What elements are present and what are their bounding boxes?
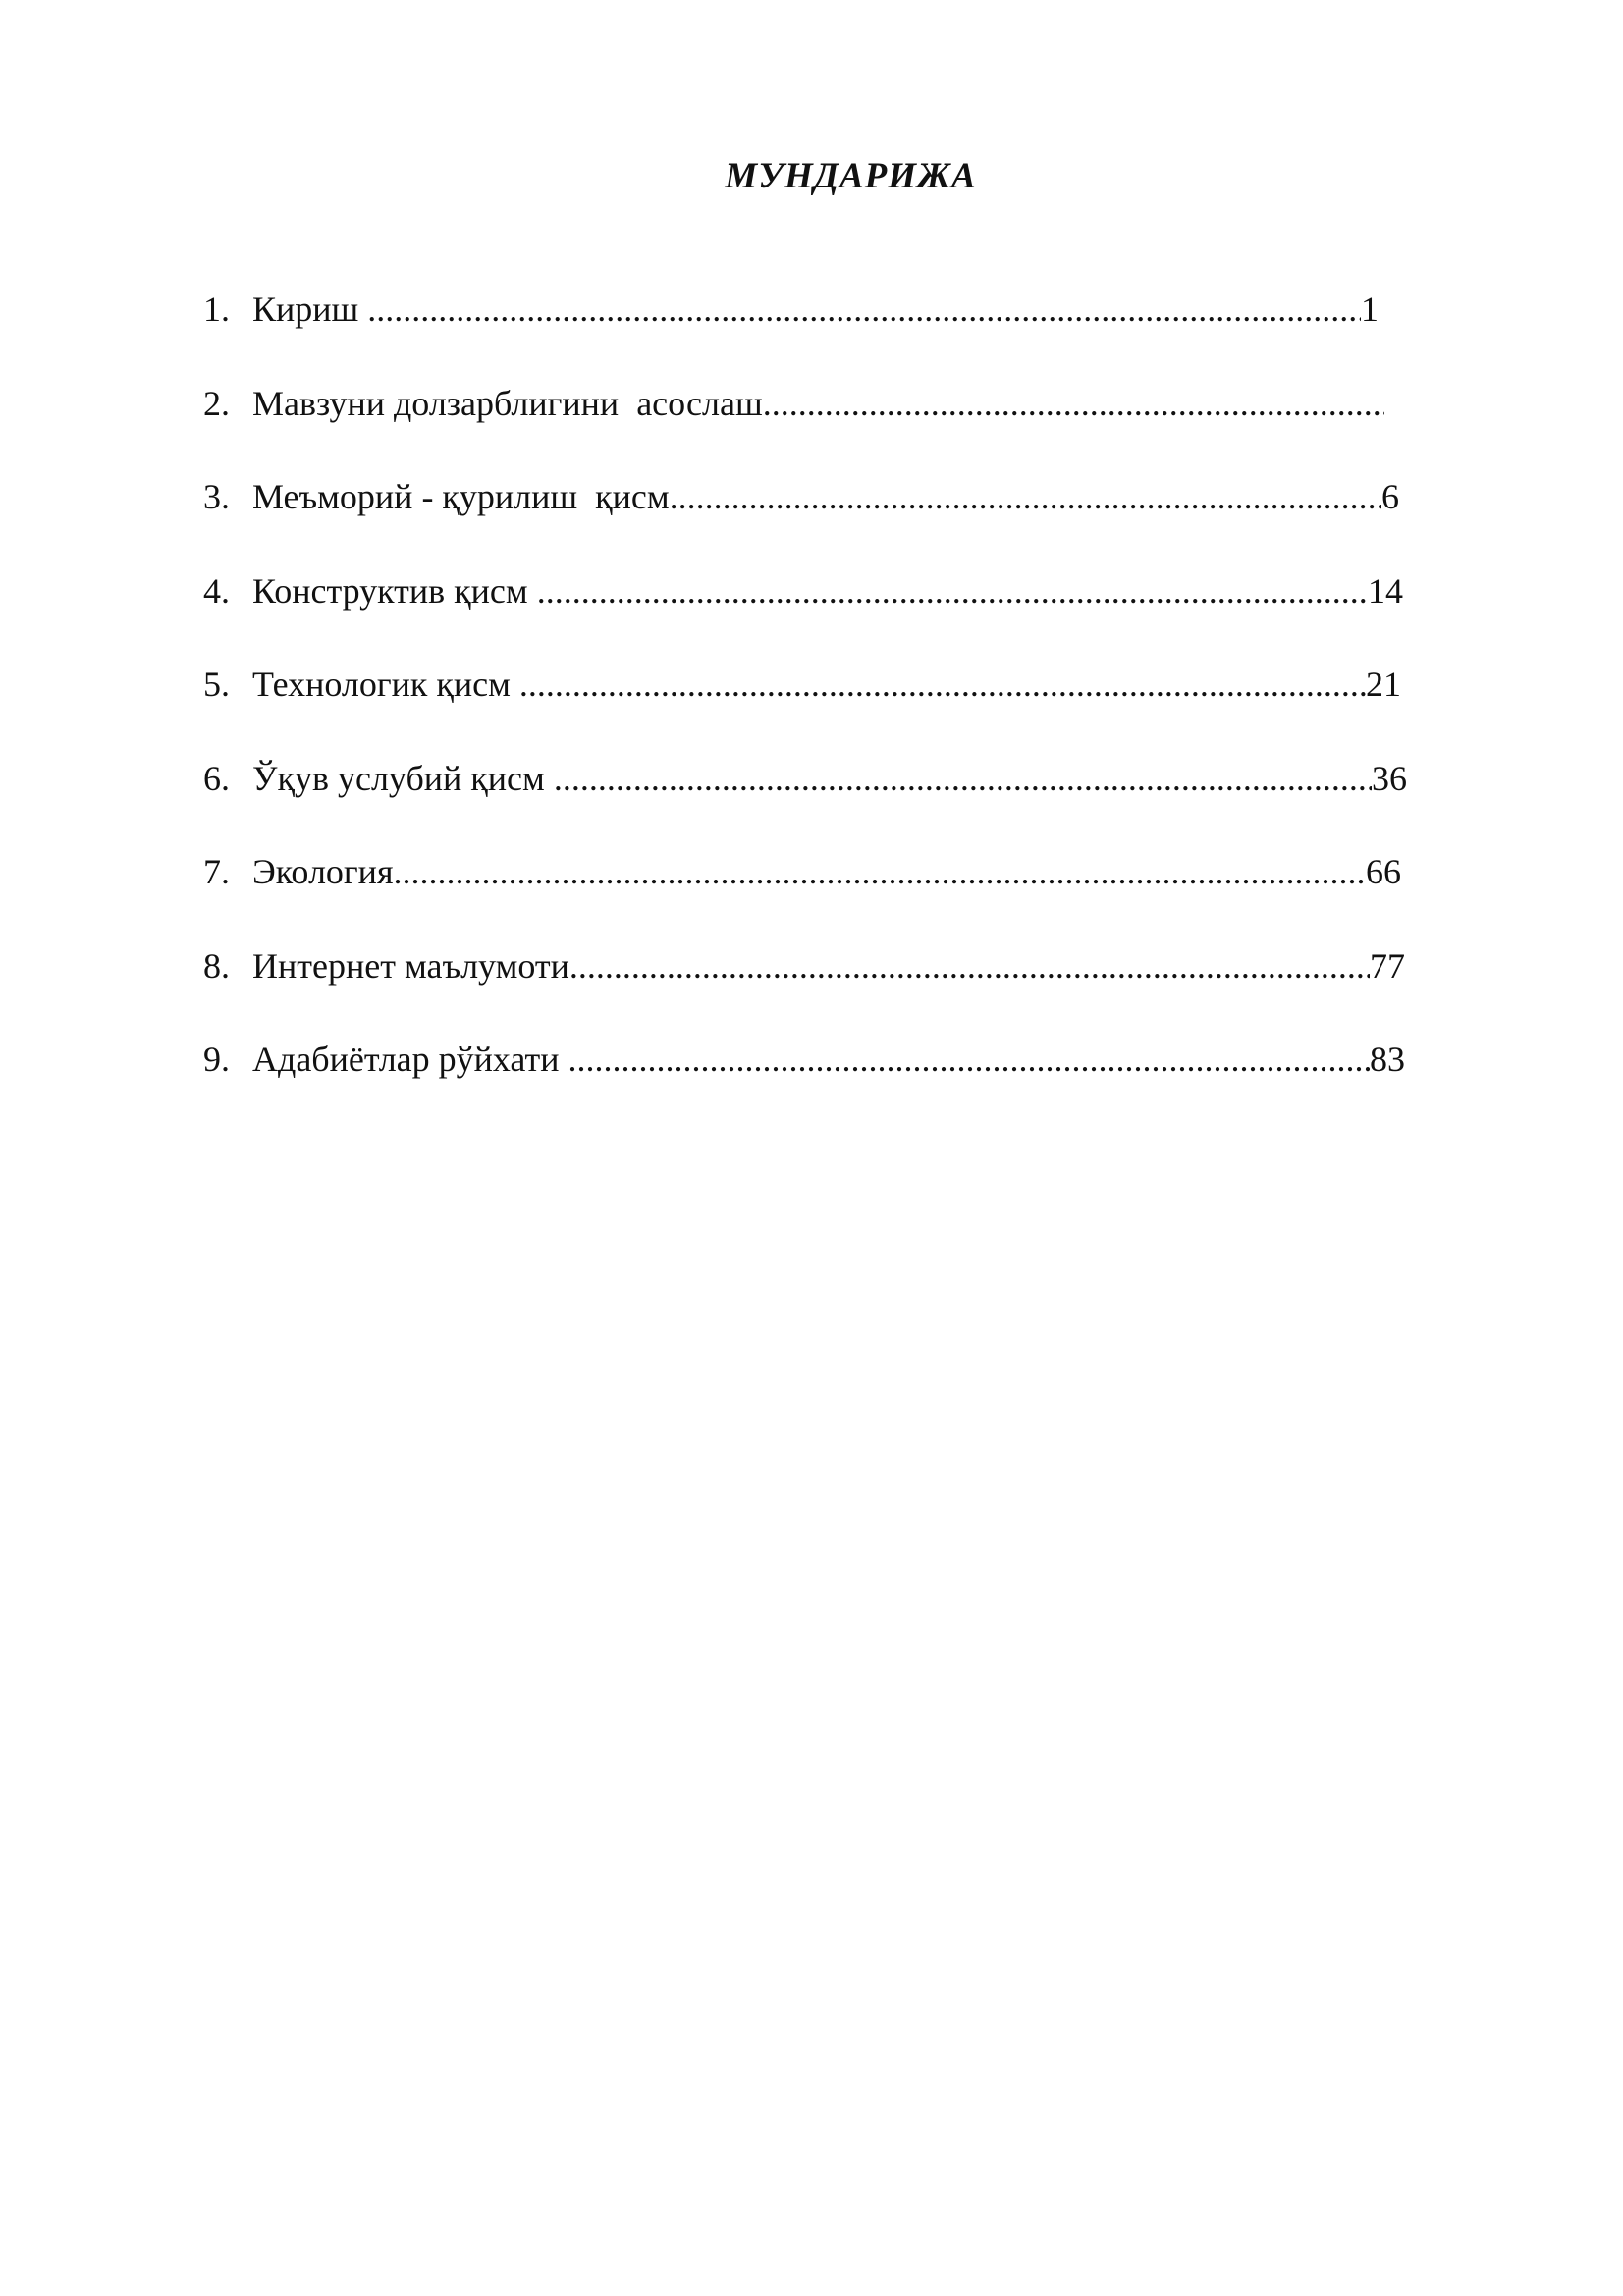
toc-entry-number: 4. <box>203 570 230 611</box>
toc-entry-label: Адабиётлар рўйхати <box>252 1040 568 1079</box>
toc-entry-page: 66 <box>1366 852 1401 891</box>
toc-entry-label: Мавзуни долзарблигини асослаш <box>252 383 763 423</box>
toc-entry-page: 21 <box>1366 665 1401 704</box>
toc-dot-leader <box>568 1035 1370 1084</box>
toc-entry-line <box>252 754 1407 803</box>
toc-entry-label: Ўқув услубий қисм <box>252 758 554 798</box>
page-title: МУНДАРИЖА <box>725 156 977 196</box>
toc-entry-number: 8. <box>203 945 230 986</box>
toc-entry-page: 1 <box>1361 290 1379 329</box>
toc-dot-leader <box>670 472 1381 521</box>
toc-entry <box>203 285 1381 379</box>
toc-entry-line <box>252 660 1401 709</box>
table-of-contents <box>203 285 1407 1129</box>
toc-entry-line <box>252 566 1403 615</box>
toc-entry-page: 14 <box>1368 570 1403 611</box>
toc-entry-page: 77 <box>1370 945 1405 986</box>
toc-dot-leader <box>367 285 1361 334</box>
toc-entry-number: 2. <box>203 383 230 423</box>
toc-entry-label: Технологик қисм <box>252 665 519 704</box>
toc-entry-number: 9. <box>203 1040 230 1079</box>
toc-entry-number: 3. <box>203 477 230 516</box>
toc-entry-page: 6 <box>1381 477 1399 516</box>
toc-entry <box>203 847 1401 941</box>
toc-entry-line <box>252 1035 1405 1084</box>
toc-entry-label: Конструктив қисм <box>252 570 537 611</box>
toc-entry-line <box>252 941 1405 990</box>
toc-entry-line <box>252 472 1399 521</box>
toc-entry <box>203 660 1401 754</box>
toc-entry-label: Экология <box>252 852 394 891</box>
toc-entry-label: Кириш <box>252 290 368 329</box>
toc-entry-number: 1. <box>203 290 230 329</box>
toc-entry-label: Интернет маълумоти <box>252 945 569 986</box>
toc-entry <box>203 754 1407 848</box>
toc-entry <box>203 941 1405 1036</box>
toc-entry-label: Меъморий - қурилиш қисм <box>252 477 670 516</box>
toc-dot-leader <box>554 754 1372 803</box>
toc-entry-line <box>252 379 1384 428</box>
toc-entry-number: 5. <box>203 665 230 704</box>
toc-dot-leader <box>763 379 1384 428</box>
toc-dot-leader <box>519 660 1366 709</box>
toc-entry <box>203 379 1381 473</box>
toc-entry-page: 83 <box>1370 1040 1405 1079</box>
toc-entry-line <box>252 847 1401 896</box>
toc-entry-line <box>252 285 1379 334</box>
toc-entry <box>203 472 1399 566</box>
toc-dot-leader <box>537 566 1368 615</box>
toc-entry <box>203 1035 1405 1129</box>
toc-entry-number: 6. <box>203 758 230 798</box>
toc-entry-number: 7. <box>203 852 230 891</box>
toc-dot-leader <box>394 847 1366 896</box>
toc-dot-leader <box>569 941 1370 990</box>
toc-entry-page: 36 <box>1372 758 1407 798</box>
toc-entry <box>203 566 1403 661</box>
